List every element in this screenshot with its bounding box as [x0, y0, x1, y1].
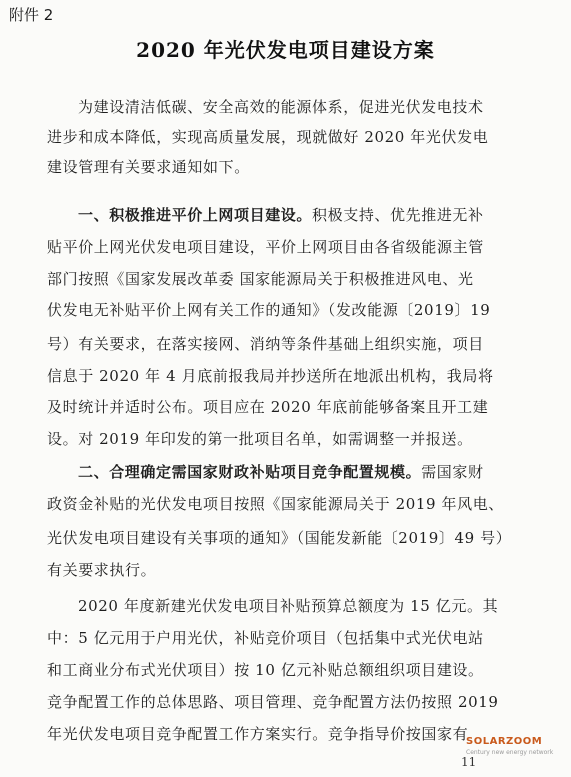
watermark-subtext: Century new energy network	[466, 749, 554, 756]
text-line: 设。对 2019 年印发的第一批项目名单，如需调整一并报送。	[47, 430, 473, 448]
text-line: 竞争配置工作的总体思路、项目管理、竞争配置方法仍按照 2019	[47, 693, 499, 711]
text-line: 伏发电无补贴平价上网有关工作的通知》（发改能源〔2019〕19	[47, 301, 491, 319]
text-line: 及时统计并适时公布。项目应在 2020 年底前能够备案且开工建	[47, 398, 489, 416]
text-line: 信息于 2020 年 4 月底前报我局并抄送所在地派出机构，我局将	[47, 367, 494, 385]
text-line: 中：5 亿元用于户用光伏，补贴竞价项目（包括集中式光伏电站	[47, 629, 484, 647]
text-line: 部门按照《国家发展改革委 国家能源局关于积极推进风电、光	[47, 270, 474, 288]
document-title: 2020 年光伏发电项目建设方案	[136, 38, 435, 62]
text-line	[78, 462, 484, 482]
text-line: 和工商业分布式光伏项目）按 10 亿元补贴总额组织项目建设。	[47, 661, 484, 679]
section-heading-1: 一、积极推进平价上网项目建设。	[78, 206, 313, 224]
text-line: 有关要求执行。	[47, 561, 157, 579]
text-line: 贴平价上网光伏发电项目建设，平价上网项目由各省级能源主管	[47, 238, 484, 256]
watermark-text: SOLARZOOM	[466, 736, 543, 747]
text-fragment: 需国家财	[421, 463, 484, 481]
text-line	[78, 205, 484, 225]
section-heading-2: 二、合理确定需国家财政补贴项目竞争配置规模。	[78, 463, 422, 481]
text-line: 号）有关要求，在落实接网、消纳等条件基础上组织实施，项目	[47, 335, 484, 353]
text-line: 光伏发电项目建设有关事项的通知》（国能发新能〔2019〕49 号）	[47, 529, 512, 547]
page-number: 11	[461, 755, 477, 769]
text-line: 年光伏发电项目竞争配置工作方案实行。竞争指导价按国家有	[47, 725, 469, 743]
text-fragment: 积极支持、优先推进无补	[312, 206, 484, 224]
text-line: 进步和成本降低，实现高质量发展，现就做好 2020 年光伏发电	[47, 128, 489, 146]
attachment-label: 附件 2	[9, 6, 54, 24]
text-line: 政资金补贴的光伏发电项目按照《国家能源局关于 2019 年风电、	[47, 495, 504, 513]
text-line: 为建设清洁低碳、安全高效的能源体系，促进光伏发电技术	[78, 98, 484, 116]
text-line: 2020 年度新建光伏发电项目补贴预算总额度为 15 亿元。其	[78, 597, 499, 615]
text-line: 建设管理有关要求通知如下。	[47, 158, 250, 176]
watermark-logo	[466, 736, 566, 766]
